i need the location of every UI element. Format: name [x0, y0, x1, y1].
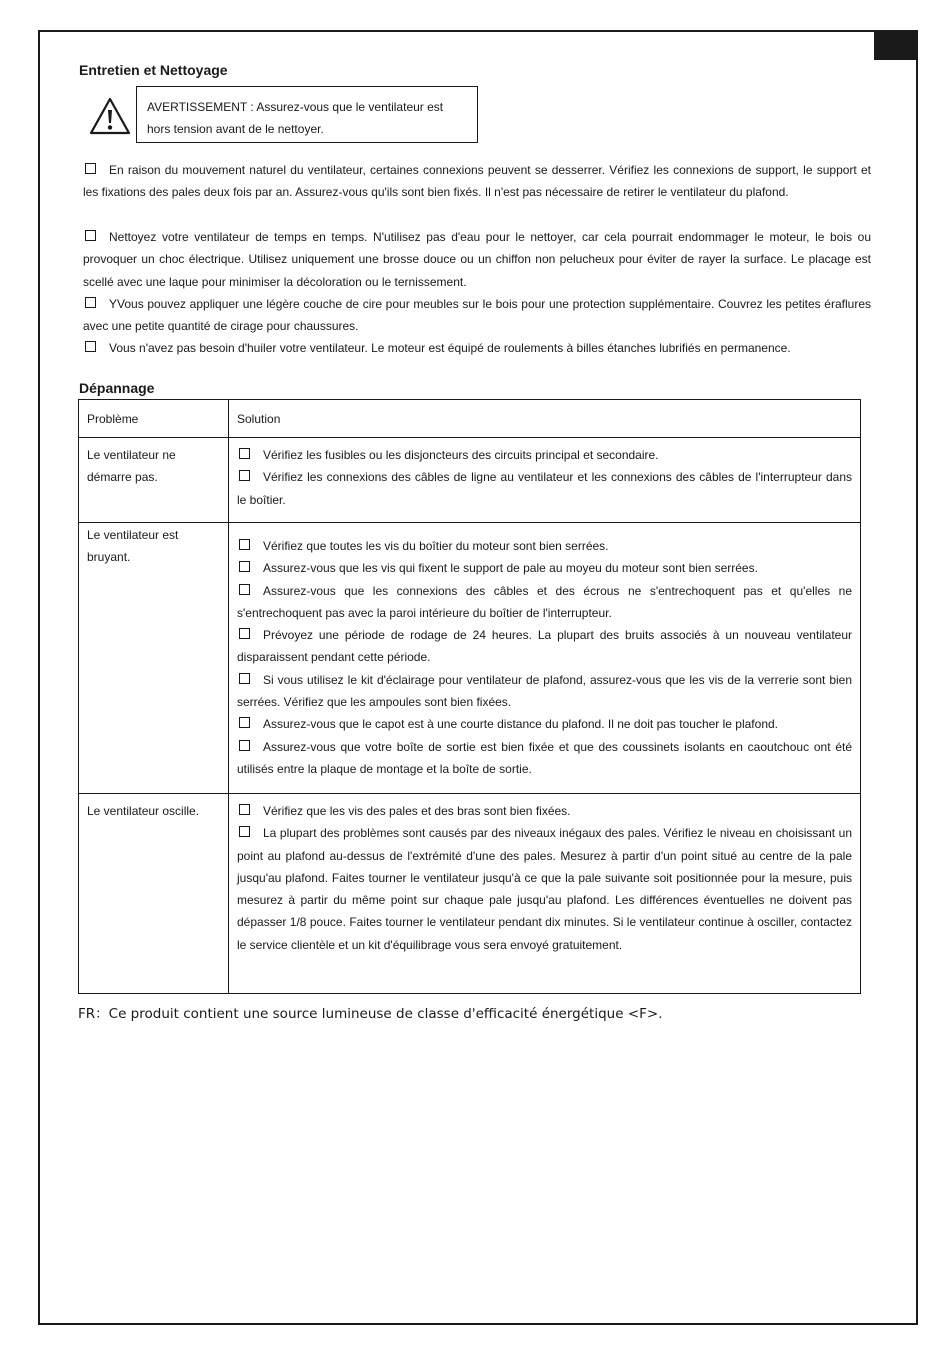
checkbox-icon [239, 448, 250, 459]
solution-cell [229, 438, 861, 523]
checkbox-icon [239, 804, 250, 815]
maintenance-heading: Entretien et Nettoyage [79, 62, 228, 78]
maintenance-item: En raison du mouvement naturel du ventilateur, certaines connexions peuvent se desserrer. Vérifiez les connexions de support, le support et les fixations des pales deux fois par an. Assurez-vous qu'ils sont bien fixés. Il n'est pas nécessaire de retirer le ventilateur du plafond. [83, 163, 871, 200]
solution-item: La plupart des problèmes sont causés par des niveaux inégaux des pales. Vérifiez le niveau en choisissant un point au plafond au-dessus de l'extrémité d'une des pales. Mesurez à partir d'un point situé au centre de la pale jusqu'au plafond. Faites tourner le ventilateur jusqu'à ce que la pale suivante soit positionnée pour la mesure, puis mesurez à partir du même point sur chaque pale jusqu'au plafond. Les différences éventuelles ne doivent pas dépasser 1/8 pouce. Faites tourner le ventilateur pendant dix minutes. Si le ventilateur continue à osciller, contactez le service clientèle et un kit d'équilibrage vous sera envoyé gratuitement. [237, 826, 852, 952]
solution-item: Vérifiez les connexions des câbles de ligne au ventilateur et les connexions des câbles de l'interrupteur dans le boîtier. [237, 470, 852, 507]
solution-item: Vérifiez que les vis des pales et des bras sont bien fixées. [237, 800, 852, 822]
table-row [79, 523, 861, 794]
checkbox-icon [85, 163, 96, 174]
troubleshooting-table [78, 399, 861, 994]
checkbox-icon [239, 470, 250, 481]
problem-cell: Le ventilateur est bruyant. [79, 523, 229, 794]
checkbox-icon [239, 539, 250, 550]
corner-tab [874, 30, 916, 60]
solution-item: Prévoyez une période de rodage de 24 heures. La plupart des bruits associés à un nouveau ventilateur disparaissent pendant cette période. [237, 628, 852, 665]
solution-item: Vérifiez que toutes les vis du boîtier du moteur sont bien serrées. [237, 535, 852, 557]
table-header-row [79, 400, 861, 438]
energy-class-note: FR：Ce produit contient une source lumineuse de classe d'efficacité énergétique <F>. [78, 1006, 663, 1022]
table-row [79, 438, 861, 523]
solution-cell [229, 794, 861, 994]
maintenance-item: YVous pouvez appliquer une légère couche de cire pour meubles sur le bois pour une protection supplémentaire. Couvrez les petites éraflures avec une petite quantité de cirage pour chaussures. [83, 297, 871, 334]
checkbox-icon [239, 584, 250, 595]
col-solution-header: Solution [229, 400, 861, 438]
checkbox-icon [239, 740, 250, 751]
troubleshooting-heading: Dépannage [79, 380, 155, 396]
checkbox-icon [85, 230, 96, 241]
solution-item: Assurez-vous que le capot est à une courte distance du plafond. Il ne doit pas toucher le plafond. [237, 713, 852, 735]
problem-cell: Le ventilateur ne démarre pas. [79, 438, 229, 523]
checkbox-icon [239, 561, 250, 572]
maintenance-item: Nettoyez votre ventilateur de temps en temps. N'utilisez pas d'eau pour le nettoyer, car cela pourrait endommager le moteur, le bois ou provoquer un choc électrique. Utilisez uniquement une brosse douce ou un chiffon non pelucheux pour éviter de rayer la surface. Le placage est scellé avec une laque pour minimiser la décoloration ou le ternissement. [83, 230, 871, 289]
table-row [79, 794, 861, 994]
checkbox-icon [85, 341, 96, 352]
solution-item: Assurez-vous que votre boîte de sortie est bien fixée et que des coussinets isolants en caoutchouc ont été utilisés entre la plaque de montage et la boîte de sortie. [237, 739, 852, 776]
solution-item: Assurez-vous que les vis qui fixent le support de pale au moyeu du moteur sont bien serrées. [237, 557, 852, 579]
solution-item: Assurez-vous que les connexions des câbles et des écrous ne s'entrechoquent pas et qu'elles ne s'entrechoquent pas avec la paroi intérieure du boîtier de l'interrupteur. [237, 583, 852, 620]
warning-icon [88, 96, 132, 136]
checkbox-icon [239, 717, 250, 728]
solution-cell [229, 523, 861, 794]
problem-cell: Le ventilateur oscille. [79, 794, 229, 994]
solution-item: Vérifiez les fusibles ou les disjoncteurs des circuits principal et secondaire. [237, 444, 852, 466]
col-problem-header: Problème [79, 400, 229, 438]
solution-item: Si vous utilisez le kit d'éclairage pour ventilateur de plafond, assurez-vous que les vis de la verrerie sont bien serrées. Vérifiez que les ampoules sont bien fixées. [237, 672, 852, 710]
warning-text: AVERTISSEMENT : Assurez-vous que le ventilateur est hors tension avant de le nettoyer. [136, 86, 478, 143]
checkbox-icon [239, 673, 250, 684]
checkbox-icon [239, 826, 250, 837]
checkbox-icon [85, 297, 96, 308]
checkbox-icon [239, 628, 250, 639]
maintenance-item: Vous n'avez pas besoin d'huiler votre ventilateur. Le moteur est équipé de roulements à billes étanches lubrifiés en permanence. [83, 337, 871, 359]
